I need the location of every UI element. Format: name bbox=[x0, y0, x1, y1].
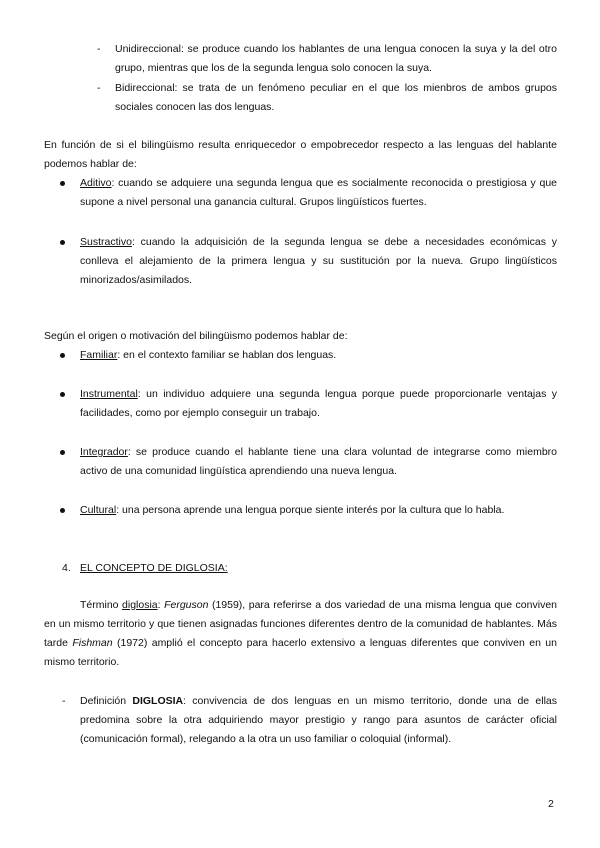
dash-marker: - bbox=[97, 82, 101, 94]
section-title: EL CONCEPTO DE DIGLOSIA: bbox=[80, 562, 228, 574]
list-item-aditivo: Aditivo: cuando se adquiere una segunda lengua que es socialmente reconocida o prestigiosa y que supone a nivel personal una ganancia cultural. Grupos lingüísticos fuertes. bbox=[80, 177, 557, 208]
bullet-icon bbox=[60, 508, 65, 513]
origin-intro: Según el origen o motivación del bilingüismo podemos hablar de: bbox=[44, 330, 348, 342]
bullet-icon bbox=[60, 450, 65, 455]
list-item-instrumental: Instrumental: un individuo adquiere una segunda lengua porque puede proporcionarle ventajas y facilidades, como por ejemplo conseguir un trabajo. bbox=[80, 388, 557, 419]
dash-item-unidireccional: Unidireccional: se produce cuando los hablantes de una lengua conocen la suya y la del otro grupo, mientras que los de la segunda lengua solo conocen la suya. bbox=[115, 43, 557, 74]
section-number: 4. bbox=[62, 562, 71, 574]
term-cultural: Cultural bbox=[80, 504, 117, 516]
dash-marker: - bbox=[97, 43, 101, 55]
bullet-icon bbox=[60, 353, 65, 358]
page-number: 2 bbox=[548, 798, 554, 810]
term-sustractivo: Sustractivo bbox=[80, 236, 132, 248]
list-item-sustractivo: Sustractivo: cuando la adquisición de la segunda lengua se debe a necesidades económicas y conlleva el alejamiento de la primera lengua y su sustitución por la nueva. Grupo lingüísticos minorizados/asimilados. bbox=[80, 236, 557, 286]
definition-diglosia: Definición DIGLOSIA: convivencia de dos lenguas en un mismo territorio, donde una de ellas predomina sobre la otra adquiriendo mayor prestigio y rango para asuntos de carácter oficial (comunicación formal), relegando a la otra un uso familiar o coloquial (informal). bbox=[80, 695, 557, 745]
term-integrador: Integrador bbox=[80, 446, 128, 458]
bullet-icon bbox=[60, 240, 65, 245]
term-instrumental: Instrumental bbox=[80, 388, 138, 400]
author-fishman: Fishman bbox=[72, 637, 113, 649]
dash-marker: - bbox=[62, 695, 66, 707]
dash-item-bidireccional: Bidireccional: se trata de un fenómeno peculiar en el que los mienbros de ambos grupos sociales conocen las dos lenguas. bbox=[115, 82, 557, 113]
term-familiar: Familiar bbox=[80, 349, 118, 361]
author-ferguson: Ferguson bbox=[164, 599, 209, 611]
term-diglosia-bold: DIGLOSIA bbox=[132, 695, 184, 707]
term-aditivo: Aditivo bbox=[80, 177, 112, 189]
diglosia-paragraph: Término diglosia: Ferguson (1959), para referirse a dos variedad de una misma lengua que conviven en un mismo territorio y que tienen asignadas funciones diferentes dentro de la comunidad de hablantes. Más tarde Fishman (1972) amplió el concepto para hacerlo extensivo a lenguas diferentes que conviven en un mismo territorio. bbox=[44, 599, 557, 668]
list-item-familiar: Familiar: en el contexto familiar se hablan dos lenguas. bbox=[80, 349, 337, 361]
enrichment-intro: En función de si el bilingüismo resulta enriquecedor o empobrecedor respecto a las lenguas del hablante podemos hablar de: bbox=[44, 139, 557, 170]
bullet-icon bbox=[60, 392, 65, 397]
term-diglosia: diglosia bbox=[122, 599, 158, 611]
list-item-integrador: Integrador: se produce cuando el hablante tiene una clara voluntad de integrarse como miembro activo de una comunidad lingüística aprendiendo una nueva lengua. bbox=[80, 446, 557, 477]
bullet-icon bbox=[60, 181, 65, 186]
list-item-cultural: Cultural: una persona aprende una lengua porque siente interés por la cultura que lo habla. bbox=[80, 504, 505, 516]
